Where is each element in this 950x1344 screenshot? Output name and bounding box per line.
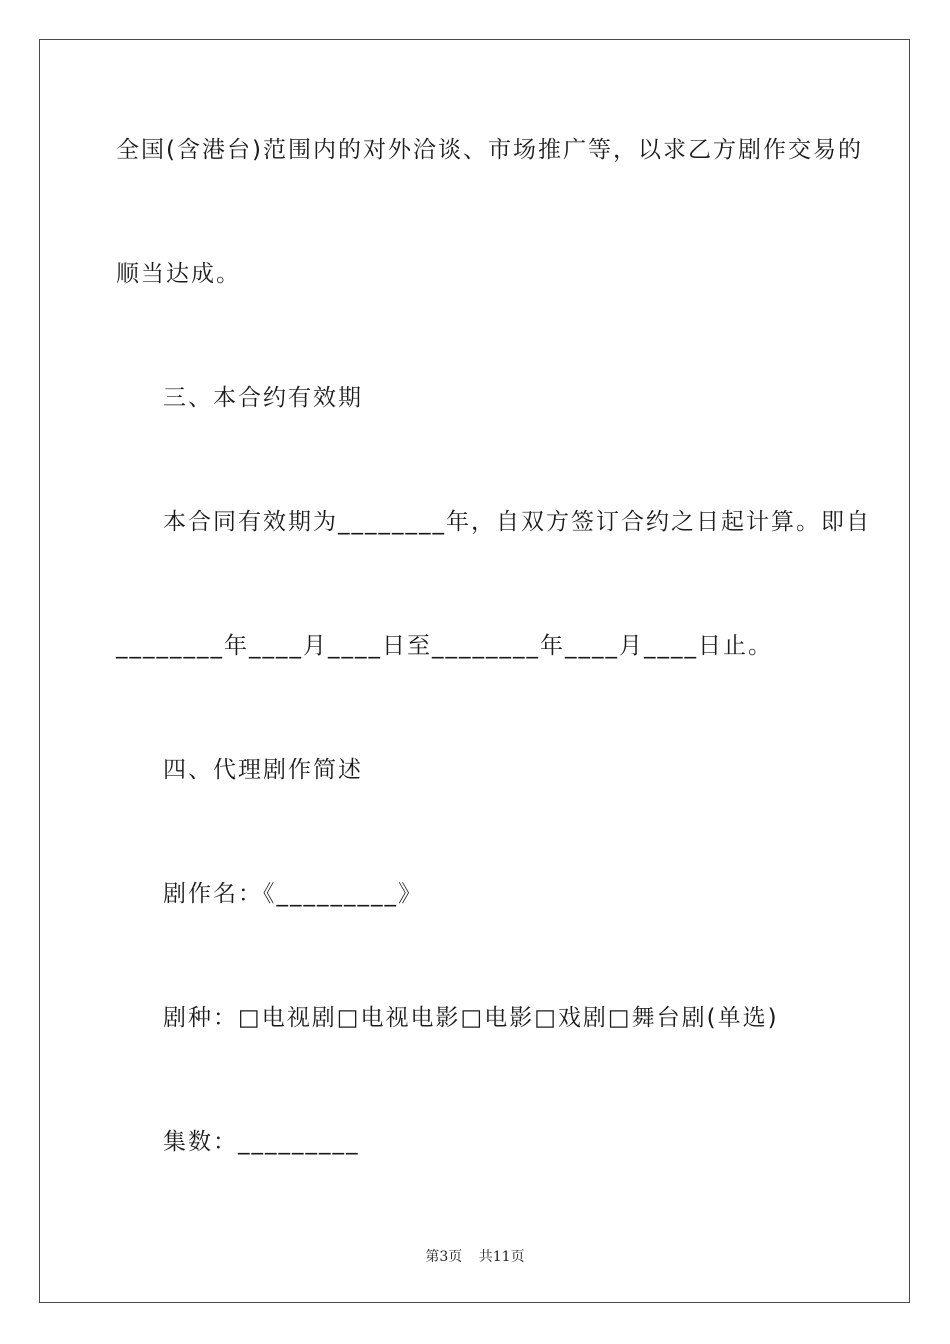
paragraph-validity-dates: ________年____月____日至________年____月____日止。: [116, 633, 773, 659]
page-border: [39, 39, 910, 1303]
page-total: 共11页: [478, 1249, 525, 1265]
page-footer: [0, 1246, 950, 1266]
page-number: 第3页: [425, 1249, 463, 1265]
section-heading-work-summary: 四、代理剧作简述: [163, 757, 363, 783]
field-work-title: 剧作名：《_________》: [163, 881, 423, 907]
field-episode-count: 集数：_________: [163, 1129, 360, 1155]
field-work-genre: 剧种：□电视剧□电视电影□电影□戏剧□舞台剧(单选): [163, 1005, 779, 1031]
paragraph-scope-continued: 全国(含港台)范围内的对外洽谈、市场推广等，以求乙方剧作交易的: [116, 137, 863, 163]
paragraph-scope-end: 顺当达成。: [116, 261, 241, 287]
paragraph-validity-term: 本合同有效期为________年，自双方签订合约之日起计算。即自: [163, 509, 871, 535]
section-heading-validity: 三、本合约有效期: [163, 385, 363, 411]
